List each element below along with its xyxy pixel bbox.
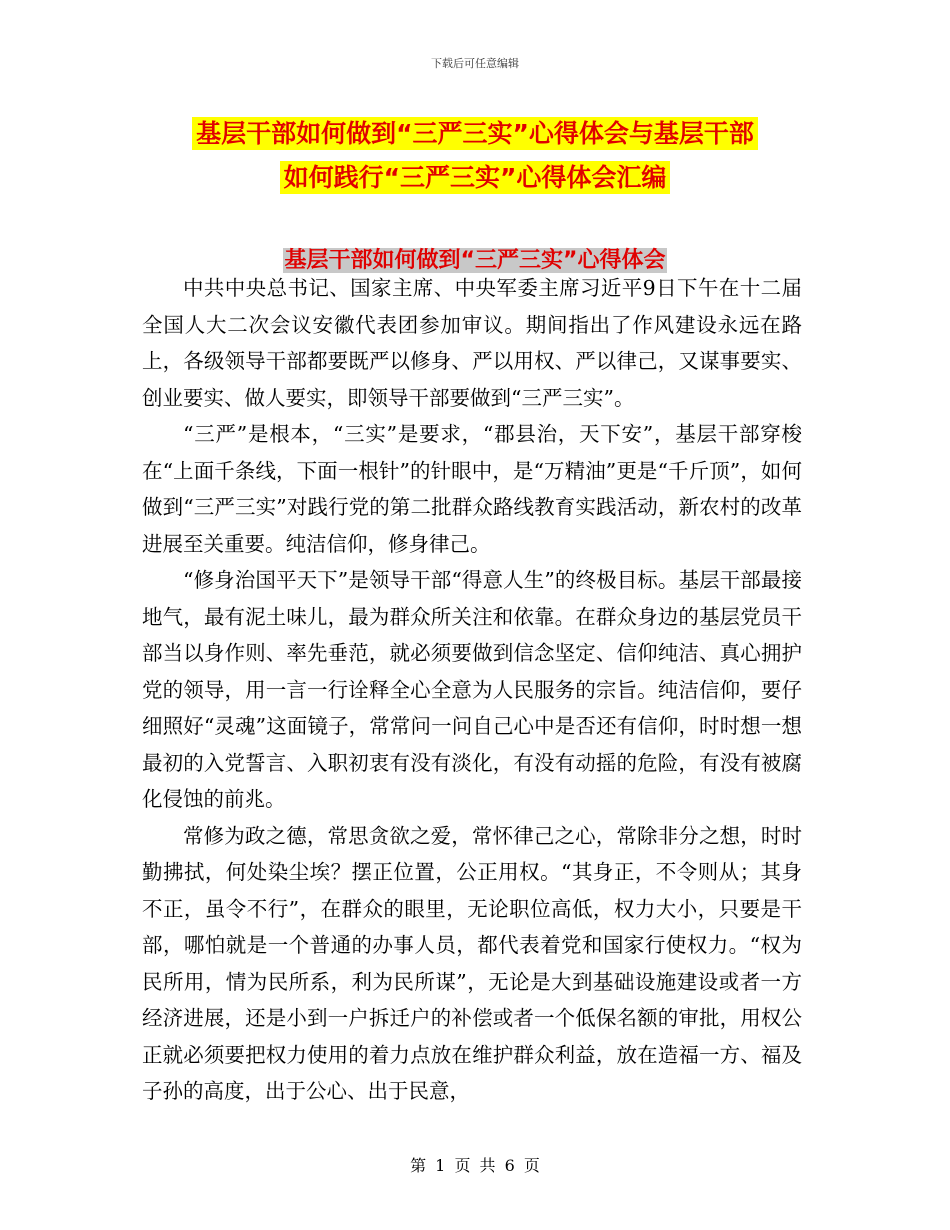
paragraph: “三严”是根本，“三实”是要求，“郡县治，天下安”，基层干部穿梭在“上面千条线，下面一根针”的针眼中，是“万精油”更是“千斤顶”，如何做到“三严三实”对践行党的第二批群众路线教育实践活动，新农村的改革进展至关重要。纯洁信仰，修身律己。: [142, 422, 802, 556]
title-line-1: 基层干部如何做到“三严三实”心得体会与基层干部: [192, 117, 758, 150]
section-title-text: 基层干部如何做到“三严三实”心得体会: [284, 248, 666, 273]
page-footer: 第 1 页 共 6 页: [410, 1156, 540, 1175]
paragraph: “修身治国平天下”是领导干部“得意人生”的终极目标。基层干部最接地气，最有泥土味儿，最为群众所关注和依靠。在群众身边的基层党员干部当以身作则、率先垂范，就必须要做到信念坚定、信仰纯洁、真心拥护党的领导，用一言一行诠释全心全意为人民服务的宗旨。纯洁信仰，要仔细照好“灵魂”这面镜子，常常问一问自己心中是否还有信仰，时时想一想最初的入党誓言、入职初衷有没有淡化，有没有动摇的危险，有没有被腐化侵蚀的前兆。: [142, 568, 802, 811]
paragraph: 中共中央总书记、国家主席、中央军委主席习近平9日下午在十二届全国人大二次会议安徽代表团参加审议。期间指出了作风建设永远在路上，各级领导干部都要既严以修身、严以用权、严以律己，又谋事要实、创业要实、做人要实，即领导干部要做到“三严三实”。: [142, 276, 802, 410]
header-note: 下载后可任意编辑: [431, 57, 519, 70]
document-title: [0, 112, 950, 200]
paragraph: 常修为政之德，常思贪欲之爱，常怀律己之心，常除非分之想，时时勤拂拭，何处染尘埃？摆正位置，公正用权。“其身正，不令则从；其身不正，虽令不行”，在群众的眼里，无论职位高低，权力大小，只要是干部，哪怕就是一个普通的办事人员，都代表着党和国家行使权力。“权为民所用，情为民所系，利为民所谋”，无论是大到基础设施建设或者一方经济进展，还是小到一户拆迁户的补偿或者一个低保名额的审批，用权公正就必须要把权力使用的着力点放在维护群众利益，放在造福一方、福及子孙的高度，出于公心、出于民意，: [142, 823, 802, 1103]
title-line-2: 如何践行“三严三实”心得体会汇编: [280, 161, 671, 194]
body-text: [142, 270, 802, 1110]
